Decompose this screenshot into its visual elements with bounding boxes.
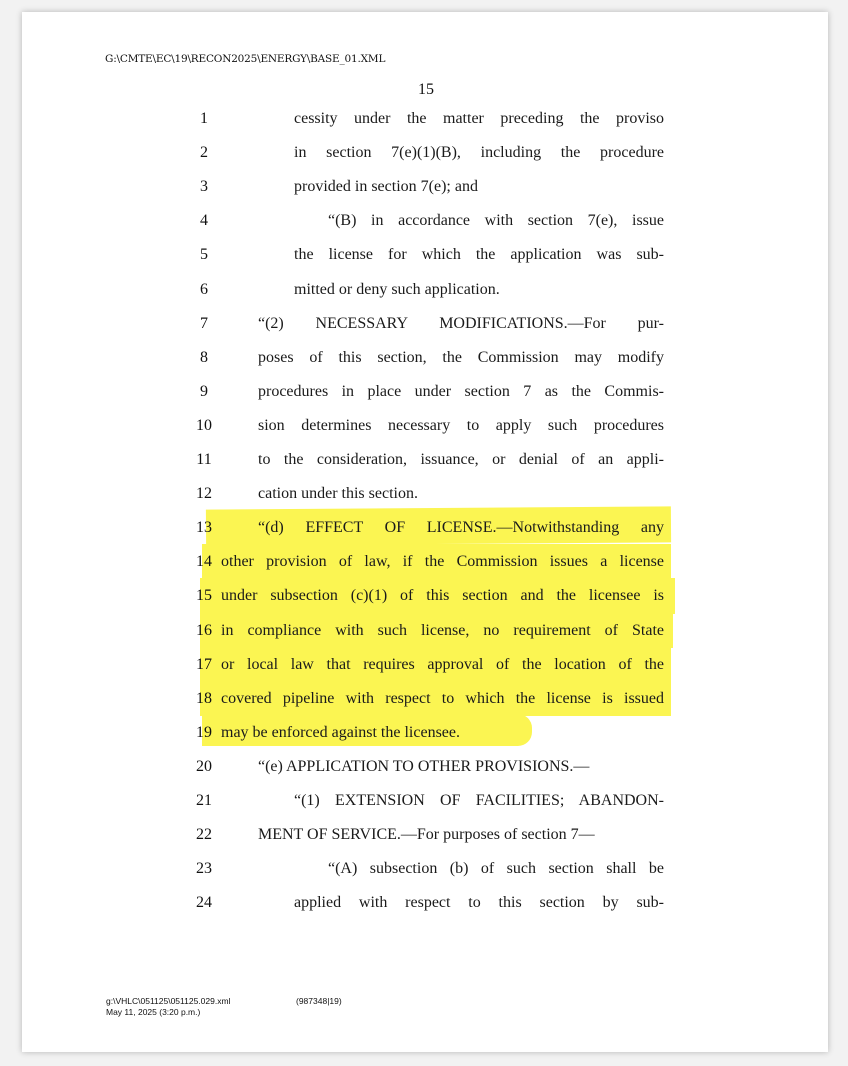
line-text: other provision of law, if the Commission issues a license: [221, 553, 664, 571]
line-number: 19: [196, 723, 212, 741]
line-number: 13: [196, 519, 212, 537]
line-number: 18: [196, 689, 212, 707]
line-number: 22: [196, 826, 212, 844]
line-number: 1: [200, 110, 208, 127]
document-line: [22, 244, 828, 270]
footer-code: (987348|19): [296, 996, 342, 1006]
line-text: MENT OF SERVICE.—For purposes of section 7—: [258, 826, 595, 844]
document-line: [22, 858, 828, 884]
document-line: [22, 620, 828, 646]
line-text: applied with respect to this section by sub-: [294, 894, 664, 912]
line-number: 5: [200, 246, 208, 264]
document-line: [22, 517, 828, 543]
line-text: or local law that requires approval of the location of the: [221, 655, 664, 673]
line-text: “(e) APPLICATION TO OTHER PROVISIONS.—: [258, 757, 590, 775]
document-line: [22, 381, 828, 407]
file-path-header: G:\CMTE\EC\19\RECON2025\ENERGY\BASE_01.XML: [105, 53, 386, 65]
line-text: under subsection (c)(1) of this section and the licensee is: [221, 587, 664, 605]
line-number: 24: [196, 894, 212, 912]
document-line: [22, 654, 828, 680]
line-number: 15: [196, 587, 212, 605]
line-number: 2: [200, 144, 208, 162]
document-line: [22, 347, 828, 373]
document-line: [22, 415, 828, 441]
document-line: [22, 824, 828, 850]
document-line: [22, 449, 828, 475]
document-line: [22, 210, 828, 236]
document-line: [22, 108, 828, 134]
line-number: 12: [196, 485, 212, 503]
line-text: in section 7(e)(1)(B), including the procedure: [294, 144, 664, 162]
line-text: procedures in place under section 7 as the Commis-: [258, 382, 664, 400]
document-line: [22, 313, 828, 339]
document-line: [22, 483, 828, 509]
line-text: “(2) NECESSARY MODIFICATIONS.—For pur-: [258, 314, 664, 332]
document-line: [22, 585, 828, 611]
line-text: “(A) subsection (b) of such section shall be: [328, 860, 664, 878]
line-number: 17: [196, 655, 212, 673]
line-text: covered pipeline with respect to which the license is issued: [221, 689, 664, 707]
line-text: in compliance with such license, no requirement of State: [221, 621, 664, 639]
document-line: [22, 551, 828, 577]
footer-file: g:\VHLC\051125\051125.029.xml: [106, 996, 231, 1006]
line-text: sion determines necessary to apply such procedures: [258, 416, 664, 434]
line-number: 9: [200, 382, 208, 400]
line-number: 7: [200, 314, 208, 332]
line-text: to the consideration, issuance, or denial of an appli-: [258, 451, 664, 468]
line-text: “(1) EXTENSION OF FACILITIES; ABANDON-: [294, 792, 664, 809]
line-number: 14: [196, 553, 212, 571]
line-number: 21: [196, 792, 212, 809]
footer: [106, 996, 342, 1018]
line-number: 4: [200, 212, 208, 230]
line-number: 6: [200, 280, 208, 298]
document-line: [22, 142, 828, 168]
line-number: 3: [200, 178, 208, 196]
line-text: “(d) EFFECT OF LICENSE.—Notwithstanding any: [258, 519, 664, 537]
line-text: may be enforced against the licensee.: [221, 723, 460, 741]
line-text: cessity under the matter preceding the proviso: [294, 110, 664, 127]
line-number: 10: [196, 416, 212, 434]
line-text: cation under this section.: [258, 485, 418, 503]
line-text: poses of this section, the Commission may modify: [258, 348, 664, 366]
line-number: 8: [200, 348, 208, 366]
document-line: [22, 892, 828, 918]
page-number: 15: [418, 81, 434, 98]
document-line: [22, 756, 828, 782]
document-line: [22, 688, 828, 714]
line-number: 11: [196, 451, 212, 468]
document-line: [22, 176, 828, 202]
document-page: [22, 12, 828, 1052]
line-number: 20: [196, 757, 212, 775]
document-line: [22, 279, 828, 305]
document-line: [22, 722, 828, 748]
line-text: the license for which the application was sub-: [294, 246, 664, 264]
line-number: 16: [196, 621, 212, 639]
footer-date: May 11, 2025 (3:20 p.m.): [106, 1007, 201, 1017]
line-number: 23: [196, 860, 212, 878]
document-line: [22, 790, 828, 816]
line-text: “(B) in accordance with section 7(e), issue: [328, 212, 664, 230]
line-text: mitted or deny such application.: [294, 280, 500, 298]
line-text: provided in section 7(e); and: [294, 178, 478, 196]
